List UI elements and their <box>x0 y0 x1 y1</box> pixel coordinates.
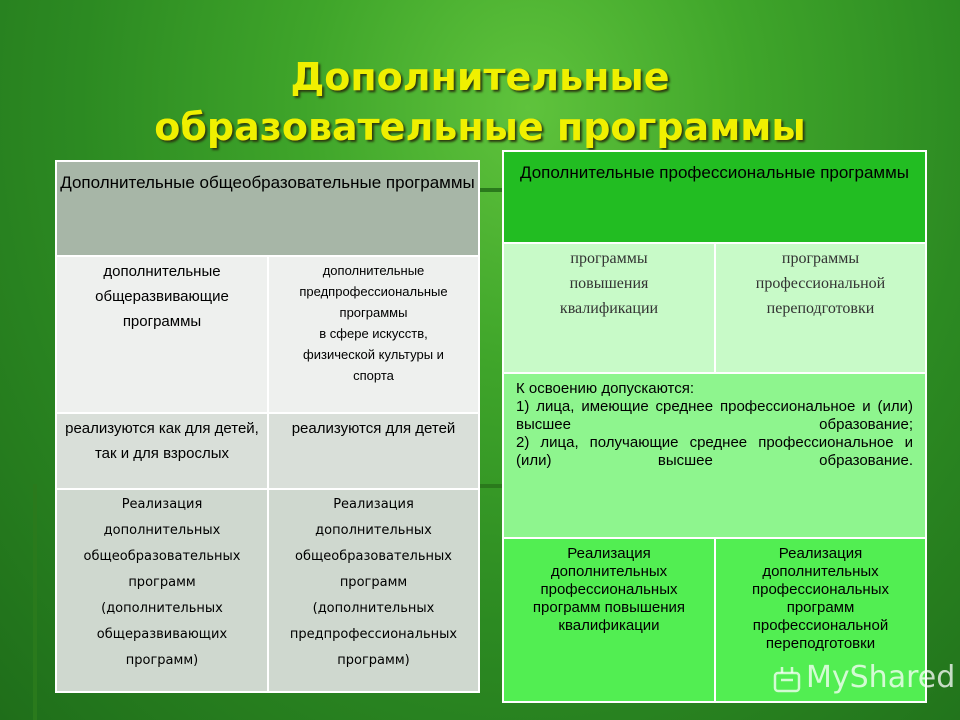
title-line-1: Дополнительные <box>290 55 670 99</box>
audience-children-adults-cell: реализуются как для детей, так и для взрослых <box>57 412 269 488</box>
general-education-table <box>55 160 480 693</box>
professional-retraining-cell <box>716 244 925 372</box>
decorative-line <box>478 484 504 488</box>
decorative-line <box>33 484 37 720</box>
text-line: повышения <box>569 275 649 292</box>
title-line-2: образовательные программы <box>154 105 806 149</box>
admission-intro: К освоению допускаются: <box>516 380 695 397</box>
text-line: спорта <box>353 368 394 383</box>
audience-children-cell: реализуются для детей <box>269 412 478 488</box>
preprofessional-programs-cell <box>269 257 478 412</box>
text-line: физической культуры и <box>303 347 444 362</box>
implementation-preprofessional-cell <box>269 488 478 691</box>
text-line: квалификации <box>559 300 659 317</box>
text-line: программ <box>128 575 196 590</box>
text-line: программы <box>570 250 648 267</box>
text-line: общеразвивающих <box>96 627 228 642</box>
text-line: дополнительные <box>322 263 425 278</box>
text-line: профессиональной <box>755 275 886 292</box>
professional-programs-table <box>502 150 927 703</box>
text-line: программ) <box>125 653 199 668</box>
implementation-qualification-cell: Реализация дополнительных профессиональных программ повышения квалификации <box>504 537 716 701</box>
slide-title <box>0 52 960 152</box>
text-line: (дополнительных <box>312 601 435 616</box>
text-line: программ <box>339 575 408 590</box>
text-line: Реализация <box>121 497 203 512</box>
decorative-line <box>478 188 504 192</box>
general-developmental-programs-cell: дополнительные общеразвивающие программы <box>57 257 269 412</box>
text-line: дополнительных <box>315 523 432 538</box>
implementation-retraining-cell: Реализация дополнительных профессиональных программ профессиональной переподготовки <box>716 537 925 701</box>
text-line: программы <box>339 305 408 320</box>
text-line: предпрофессиональные <box>299 284 448 299</box>
text-line: переподготовки <box>766 300 875 317</box>
qualification-upgrade-cell <box>504 244 716 372</box>
admission-item-2: 2) лица, получающие среднее профессиональное и (или) высшее образование. <box>516 434 913 469</box>
implementation-developmental-cell <box>57 488 269 691</box>
text-line: Реализация <box>333 497 414 512</box>
watermark <box>772 658 956 698</box>
text-line: в сфере искусств, <box>319 326 428 341</box>
admission-item-1: 1) лица, имеющие среднее профессиональное и (или) высшее образование; <box>516 398 913 433</box>
admission-requirements-cell <box>504 372 925 537</box>
text-line: предпрофессиональных <box>289 627 458 642</box>
myshared-logo-icon <box>772 664 802 694</box>
text-line: дополнительных <box>103 523 221 538</box>
text-line: общеобразовательных <box>295 549 452 564</box>
text-line: общеобразовательных <box>83 549 241 564</box>
text-line: программы <box>781 250 860 267</box>
professional-programs-header: Дополнительные профессиональные программы <box>504 152 925 244</box>
text-line: программ) <box>337 653 410 668</box>
general-programs-header: Дополнительные общеобразовательные программы <box>57 162 478 257</box>
watermark-text: MyShared <box>806 660 956 695</box>
text-line: (дополнительных <box>101 601 223 616</box>
